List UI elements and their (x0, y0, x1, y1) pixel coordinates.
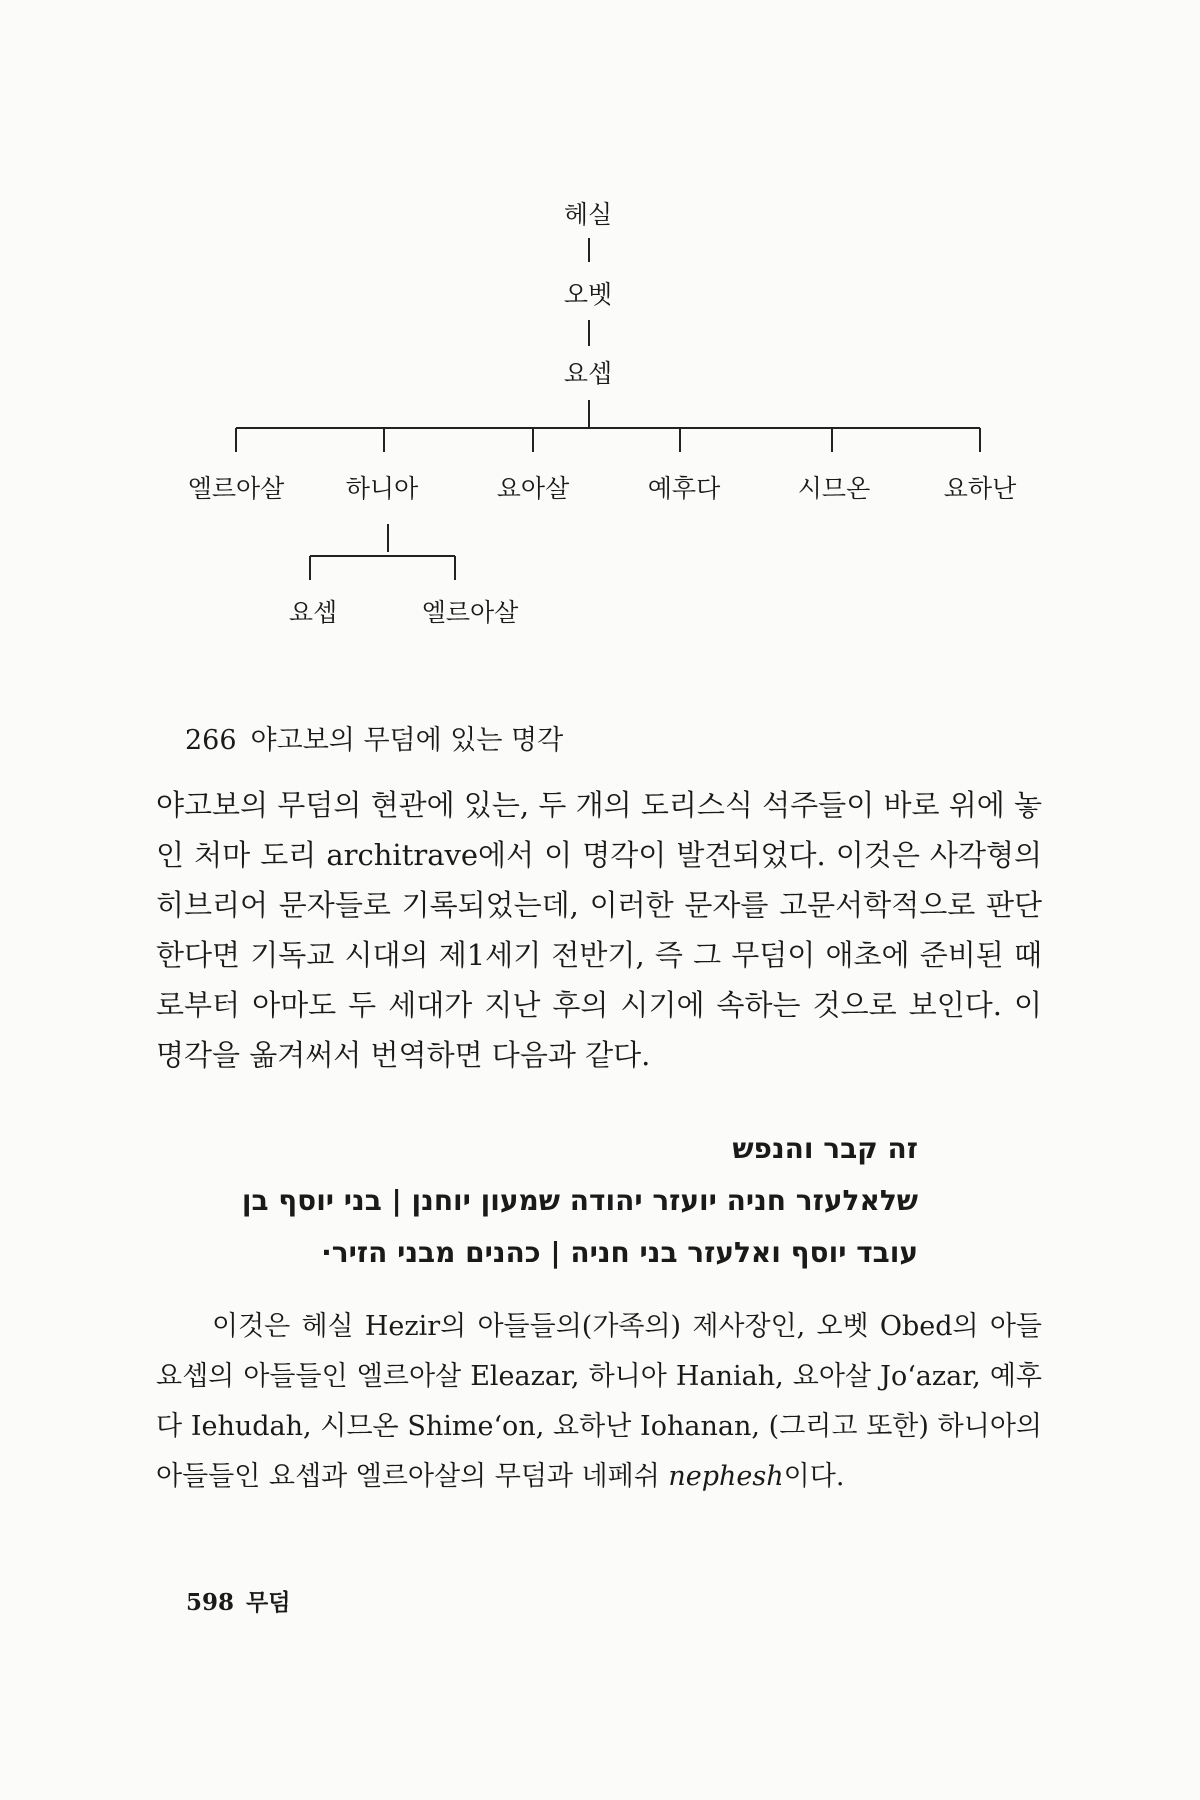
page-number: 598 (186, 1589, 235, 1616)
tree-node-obed: 오벳 (563, 280, 613, 309)
inscription-line: זה קבר והנפש (732, 1132, 918, 1165)
tree-node-child: 요하난 (943, 474, 1017, 503)
tree-node-child: 시므온 (797, 474, 871, 503)
translation-paragraph (156, 1302, 1042, 1502)
translation-italic-term: nephesh (668, 1461, 784, 1492)
section-heading (185, 718, 563, 757)
tree-node-child: 엘르아살 (187, 474, 285, 503)
inscription-line: עובד יוסף ואלעזר בני חניה | כהנים מבני הזיר· (321, 1236, 918, 1269)
tree-node-child: 하니아 (345, 474, 419, 503)
section-number: 266 (185, 725, 237, 756)
running-title: 무덤 (246, 1589, 291, 1616)
tree-node-joseph: 요셉 (563, 359, 613, 388)
genealogy-lines (0, 0, 1200, 660)
tree-node-child: 예후다 (647, 474, 721, 503)
tree-node-grandchild: 요셉 (288, 598, 338, 627)
tree-node-grandchild: 엘르아살 (421, 598, 519, 627)
page-footer (186, 1584, 290, 1617)
genealogy-tree (0, 0, 1200, 660)
body-paragraph: 야고보의 무덤의 현관에 있는, 두 개의 도리스식 석주들이 바로 위에 놓인 처마 도리 architrave에서 이 명각이 발견되었다. 이것은 사각형의 히브리어 문자들로 기록되었는데, 이러한 문자를 고문서학적으로 판단한다면 기독교 시대의 제1세기 전반기, 즉 그 무덤이 애초에 준비된 때로부터 아마도 두 세대가 지난 후의 시기에 속하는 것으로 보인다. 이 명각을 옮겨써서 번역하면 다음과 같다. (156, 788, 1042, 1072)
inscription-line: שלאלעזר חניה יועזר יהודה שמעון יוחנן | בני יוסף בן (241, 1184, 918, 1217)
section-title: 야고보의 무덤에 있는 명각 (250, 725, 564, 756)
translation-ending: 이다. (783, 1461, 845, 1492)
tree-node-hezir: 헤실 (563, 200, 613, 229)
translation-text: 이것은 헤실 Hezir의 아들들의(가족의) 제사장인, 오벳 Obed의 아들 요셉의 아들들인 엘르아살 Eleazar, 하니아 Haniah, 요아살 Jo‘azar, 예후다 Iehudah, 시므온 Shime‘on, 요하난 Iohanan, (그리고 또한) 하니아의 아들들인 요셉과 엘르아살의 무덤과 네페쉬 (156, 1311, 1042, 1492)
hebrew-inscription (138, 1123, 918, 1279)
tree-node-child: 요아살 (496, 474, 570, 503)
